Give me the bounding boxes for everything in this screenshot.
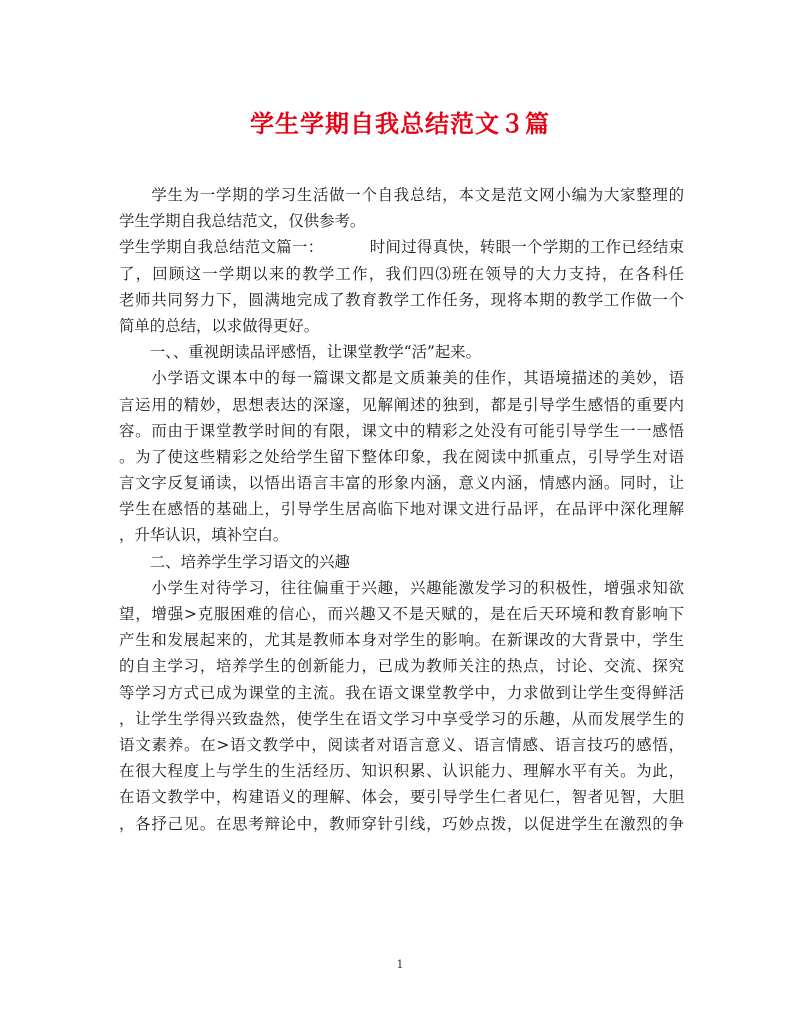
paragraph-line: 在很大程度上与学生的生活经历、知识积累、认识能力、理解水平有关。为此，	[119, 762, 684, 781]
paragraph-line: 小学语文课本中的每一篇课文都是文质兼美的佳作，其语境描述的美妙，语	[119, 369, 684, 388]
paragraph-line-composite	[119, 234, 684, 260]
section-heading: 二、培养学生学习语文的兴趣	[119, 552, 350, 571]
paragraph-line: 学生学期自我总结范文，仅供参考。	[119, 212, 366, 231]
paragraph-line: 了，回顾这一学期以来的教学工作，我们四⑶班在领导的大力支持，在各科任	[119, 264, 684, 283]
paragraph-line: 等学习方式已成为课堂的主流。我在语文课堂教学中，力求做到让学生变得鲜活	[119, 683, 684, 702]
paragraph-line: 。为了使这些精彩之处给学生留下整体印象，我在阅读中抓重点，引导学生对语	[119, 447, 684, 466]
paragraph-line: 容。而由于课堂教学时间的有限，课文中的精彩之处没有可能引导学生一一感悟	[119, 421, 684, 440]
document-title: 学生学期自我总结范文３篇	[250, 109, 550, 138]
page-number: 1	[396, 958, 404, 971]
paragraph-line: 在语文教学中，构建语义的理解、体会，要引导学生仁者见仁，智者见智，大胆	[119, 788, 684, 807]
paragraph-line: 言运用的精妙，思想表达的深邃，见解阐述的独到，都是引导学生感悟的重要内	[119, 395, 684, 414]
paragraph-line: 的自主学习，培养学生的创新能力，已成为教师关注的热点，讨论、交流、探究	[119, 657, 684, 676]
paragraph-line: 小学生对待学习，往往偏重于兴趣，兴趣能激发学习的积极性，增强求知欲	[119, 578, 684, 597]
paragraph-line: 学生在感悟的基础上，引导学生居高临下地对课文进行品评，在品评中深化理解	[119, 500, 684, 519]
paragraph-line: 简单的总结，以求做得更好。	[119, 316, 320, 335]
paragraph-line: 老师共同努力下，圆满地完成了教育教学工作任务，现将本期的教学工作做一个	[119, 290, 684, 309]
paragraph-line: 产生和发展起来的，尤其是教师本身对学生的影响。在新课改的大背景中，学生	[119, 631, 684, 650]
paragraph-line: 望，增强>克服困难的信心，而兴趣又不是天赋的，是在后天环境和教育影响下	[119, 605, 684, 623]
paragraph-line: ，各抒己见。在思考辩论中，教师穿针引线，巧妙点拨，以促进学生在激烈的争	[119, 814, 684, 833]
paragraph-line: 语文素养。在>语文教学中，阅读者对语言意义、语言情感、语言技巧的感悟，	[119, 735, 684, 754]
paragraph-line: ，升华认识，填补空白。	[119, 526, 289, 545]
section-heading: 一、、重视朗读品评感悟，让课堂教学“活”起来。	[119, 343, 482, 362]
paragraph-line: ，让学生学得兴致盎然，使学生在语文学习中享受学习的乐趣，从而发展学生的	[119, 709, 684, 728]
document-body	[119, 182, 684, 837]
section-heading-inline: 学生学期自我总结范文篇一：	[119, 238, 324, 257]
paragraph-text: 时间过得真快，转眼一个学期的工作已经结束	[369, 238, 684, 257]
paragraph-line: 言文字反复诵读，以悟出语言丰富的形象内涵，意义内涵，情感内涵。同时，让	[119, 474, 684, 493]
paragraph-line: 学生为一学期的学习生活做一个自我总结，本文是范文网小编为大家整理的	[119, 186, 684, 204]
